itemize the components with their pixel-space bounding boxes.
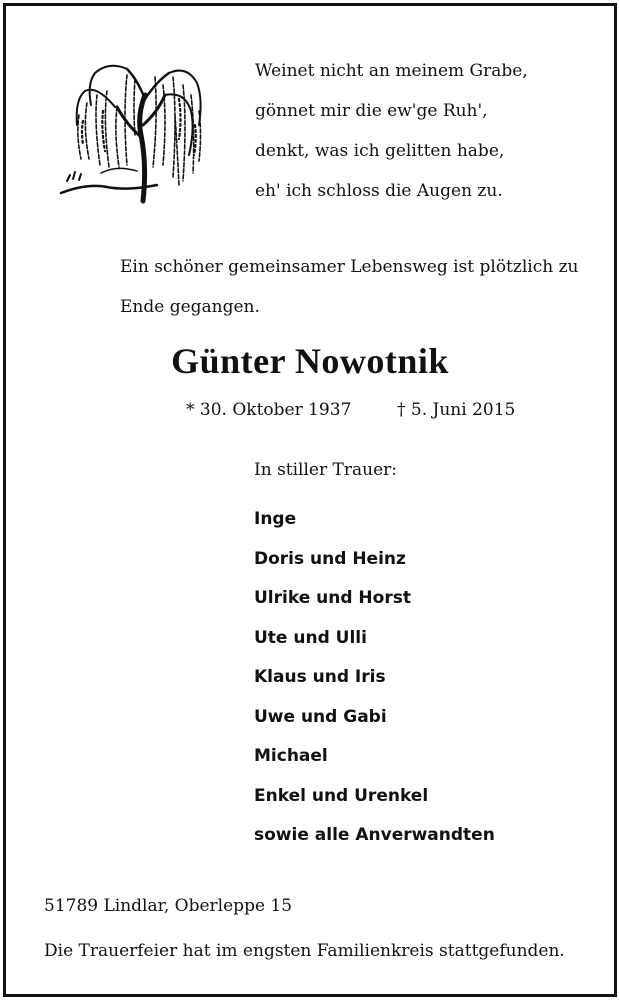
mourner-list [254, 505, 495, 861]
mourner-item: Inge [254, 509, 297, 529]
mourner-item: Klaus und Iris [254, 667, 386, 687]
mourner-item: Uwe und Gabi [254, 706, 387, 727]
mourner-item: sowie alle Anverwandten [254, 825, 495, 845]
mourner-item: Doris und Heinz [254, 548, 406, 569]
death-date: † 5. Juni 2015 [397, 400, 516, 420]
mourner-item: Ute und Ulli [254, 627, 367, 648]
weeping-willow-icon [57, 55, 217, 205]
mourner-item: Enkel und Urenkel [254, 785, 429, 806]
poem [255, 58, 528, 218]
mourning-label: In stiller Trauer: [254, 460, 397, 480]
poem-line: gönnet mir die ew'ge Ruh', [255, 101, 488, 121]
funeral-note: Die Trauerfeier hat im engsten Familienkreis stattgefunden. [44, 941, 565, 961]
poem-line: Weinet nicht an meinem Grabe, [255, 61, 528, 81]
mourner-item: Michael [254, 746, 328, 766]
poem-line: denkt, was ich gelitten habe, [255, 141, 505, 161]
mourner-item: Ulrike und Horst [254, 588, 411, 608]
address: 51789 Lindlar, Oberleppe 15 [44, 896, 293, 916]
deceased-name: Günter Nowotnik [171, 341, 449, 381]
intro-text: Ein schöner gemeinsamer Lebensweg ist plötzlich zu Ende gegangen. [120, 257, 579, 317]
birth-date: * 30. Oktober 1937 [186, 400, 352, 420]
poem-line: eh' ich schloss die Augen zu. [255, 181, 503, 201]
